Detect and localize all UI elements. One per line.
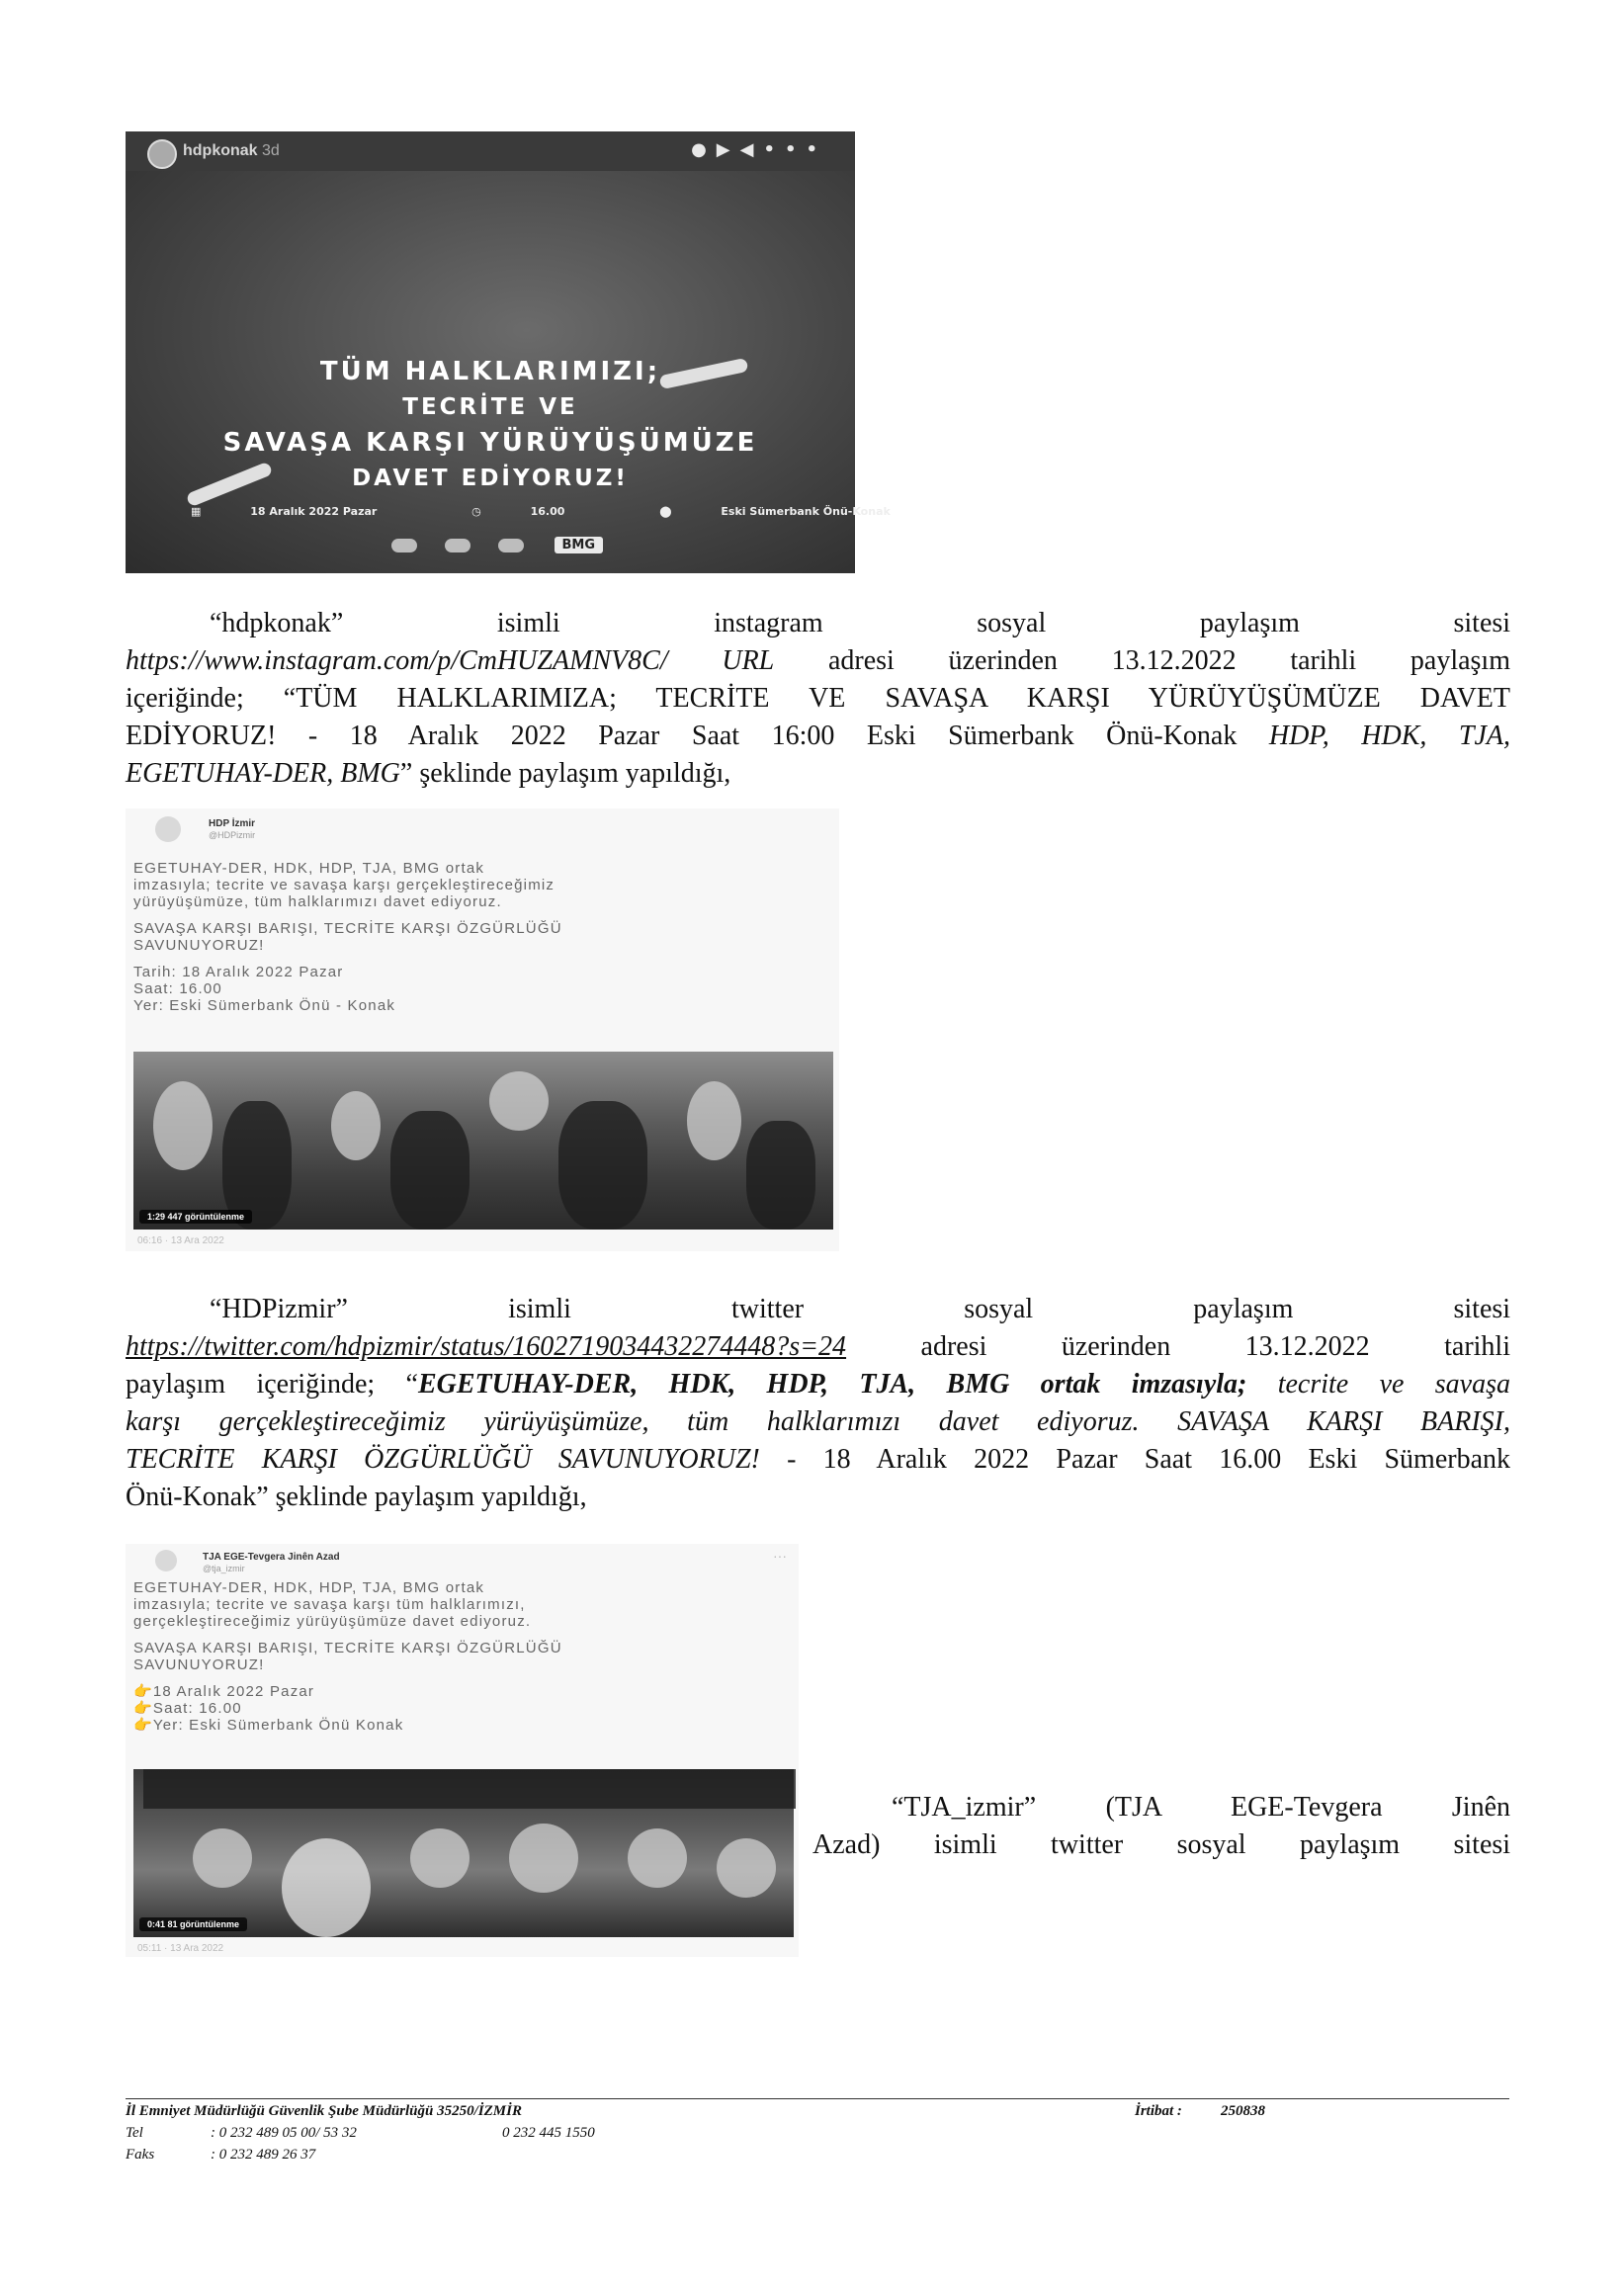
avatar bbox=[155, 1550, 177, 1571]
paragraph-tja-izmir: “TJA_izmir” (TJA EGE-Tevgera Jinên bbox=[892, 1792, 1511, 1823]
tweet-video-thumbnail[interactable] bbox=[133, 1052, 833, 1230]
footer-tel: : 0 232 489 05 00/ 53 32 bbox=[211, 2125, 357, 2141]
footer-address: İl Emniyet Müdürlüğü Güvenlik Şube Müdürlüğü 35250/İZMİR bbox=[126, 2103, 522, 2119]
tweet-timestamp: 05:11 · 13 Ara 2022 bbox=[137, 1943, 224, 1954]
back-icon: ◀ bbox=[739, 139, 764, 160]
location-pin-icon: ⬤ bbox=[659, 505, 672, 518]
paragraph-instagram: https://www.instagram.com/p/CmHUZAMNV8C/ URL adresi üzerinden 13.12.2022 tarihli paylaşım içeriğinde; “TÜM HALKLARIMIZA; TECRİTE VE SAVAŞA KARŞI YÜRÜYÜŞÜMÜZE DAVET EDİYORUZ! - 18 Aralık 2022 Pazar Saat 16:00 Eski Sümerbank Önü-Konak HDP, HDK, TJA, EGETUHAY-DER, BMG” şeklinde paylaşım yapıldığı, bbox=[126, 645, 1510, 789]
paragraph-instagram-line1: “hdpkonak” isimli instagram sosyal paylaşım sitesi bbox=[210, 608, 1511, 638]
post-headline-line: TÜM HALKLARIMIZI; bbox=[319, 357, 661, 386]
post-event-info: ▦ 18 Aralık 2022 Pazar ◷ 16.00 ⬤ Eski Sümerbank Önü-Konak bbox=[191, 505, 891, 518]
tweet-video-thumbnail[interactable] bbox=[133, 1769, 794, 1937]
instagram-url[interactable]: https://www.instagram.com/p/CmHUZAMNV8C/ URL bbox=[126, 645, 775, 676]
play-icon: ▶ bbox=[716, 139, 740, 160]
tweet-account-name: TJA EGE-Tevgera Jinên Azad bbox=[203, 1552, 340, 1563]
logo-mark bbox=[391, 539, 417, 552]
post-headline-line: TECRİTE VE bbox=[402, 394, 578, 420]
instagram-account-name: hdpkonak 3d bbox=[183, 142, 280, 159]
calendar-icon: ▦ bbox=[191, 505, 202, 518]
story-controls bbox=[691, 139, 827, 160]
more-icon: ••• bbox=[763, 139, 827, 160]
twitter-url[interactable]: https://twitter.com/hdpizmir/status/1602719034432274448?s=24 bbox=[126, 1331, 847, 1362]
bmg-logo: BMG bbox=[555, 537, 604, 553]
tweet-handle: @tja_izmir bbox=[203, 1564, 245, 1573]
video-duration-badge: 0:41 81 görüntülenme bbox=[139, 1917, 247, 1931]
avatar bbox=[155, 816, 181, 842]
tweet-account-name: HDP İzmir bbox=[209, 818, 256, 829]
paragraph-twitter: https://twitter.com/hdpizmir/status/1602719034432274448?s=24 adresi üzerinden 13.12.2022 tarihli paylaşım içeriğinde; “EGETUHAY-DER, HDK, HDP, TJA, BMG ortak imzasıyla; tecrite ve savaşa karşı gerçekleştireceğimiz yürüyüşümüze, tüm halklarımızı davet ediyoruz. SAVAŞA KARŞI BARIŞI, TECRİTE KARŞI ÖZGÜRLÜĞÜ SAVUNUYORUZ! - 18 Aralık 2022 Pazar Saat 16.00 Eski Sümerbank Önü-Konak” şeklinde paylaşım yapıldığı, bbox=[126, 1331, 1510, 1512]
tweet-timestamp: 06:16 · 13 Ara 2022 bbox=[137, 1235, 224, 1246]
post-headline-line: SAVAŞA KARŞI YÜRÜYÜŞÜMÜZE bbox=[222, 428, 758, 458]
tweet-tja-izmir-screenshot bbox=[126, 1544, 799, 1957]
paragraph-twitter-line1: “HDPizmir” isimli twitter sosyal paylaşım sitesi bbox=[210, 1294, 1511, 1324]
footer-fax-label: Faks bbox=[126, 2147, 155, 2163]
footer-tel-label: Tel bbox=[126, 2125, 143, 2141]
logo-mark bbox=[445, 539, 470, 552]
post-logos bbox=[126, 537, 855, 553]
post-headline-line: DAVET EDİYORUZ! bbox=[352, 466, 629, 491]
tweet-handle: @HDPizmir bbox=[209, 830, 256, 840]
logo-mark bbox=[498, 539, 524, 552]
instagram-post-screenshot bbox=[126, 131, 891, 573]
tweet-text: EGETUHAY-DER, HDK, HDP, TJA, BMG ortak imzasıyla; tecrite ve savaşa karşı gerçekleştireceğimiz yürüyüşümüze, tüm halklarımızı davet ediyoruz. SAVAŞA KARŞI BARIŞI, TECRİTE KARŞI ÖZGÜRLÜĞÜ SAVUNUYORUZ! Tarih: 18 Aralık 2022 Pazar Saat: 16.00 Yer: Eski Sümerbank Önü - Konak bbox=[133, 860, 562, 1014]
video-duration-badge: 1:29 447 görüntülenme bbox=[139, 1210, 252, 1224]
footer-tel2: 0 232 445 1550 bbox=[502, 2125, 595, 2141]
tweet-text: EGETUHAY-DER, HDK, HDP, TJA, BMG ortak imzasıyla; tecrite ve savaşa karşı tüm halklarımızı, gerçekleştireceğimiz yürüyüşümüze davet ediyoruz. SAVAŞA KARŞI BARIŞI, TECRİTE KARŞI ÖZGÜRLÜĞÜ SAVUNUYORUZ! 👉18 Aralık 2022 Pazar 👉Saat: 16.00 👉Yer: Eski Sümerbank Önü Konak bbox=[133, 1579, 562, 1734]
footer-fax: : 0 232 489 26 37 bbox=[211, 2147, 316, 2163]
footer-divider bbox=[126, 2098, 1509, 2099]
avatar bbox=[147, 139, 177, 169]
footer-contact: 250838 bbox=[1221, 2103, 1265, 2119]
mute-icon: ● bbox=[691, 139, 717, 160]
more-icon[interactable]: ··· bbox=[773, 1548, 787, 1564]
clock-icon: ◷ bbox=[471, 505, 481, 518]
tweet-hdpizmir-screenshot bbox=[126, 808, 839, 1251]
footer-contact-label: İrtibat : bbox=[1135, 2103, 1182, 2119]
paragraph-tja-izmir-line2: Azad) isimli twitter sosyal paylaşım sitesi bbox=[812, 1829, 1511, 1860]
